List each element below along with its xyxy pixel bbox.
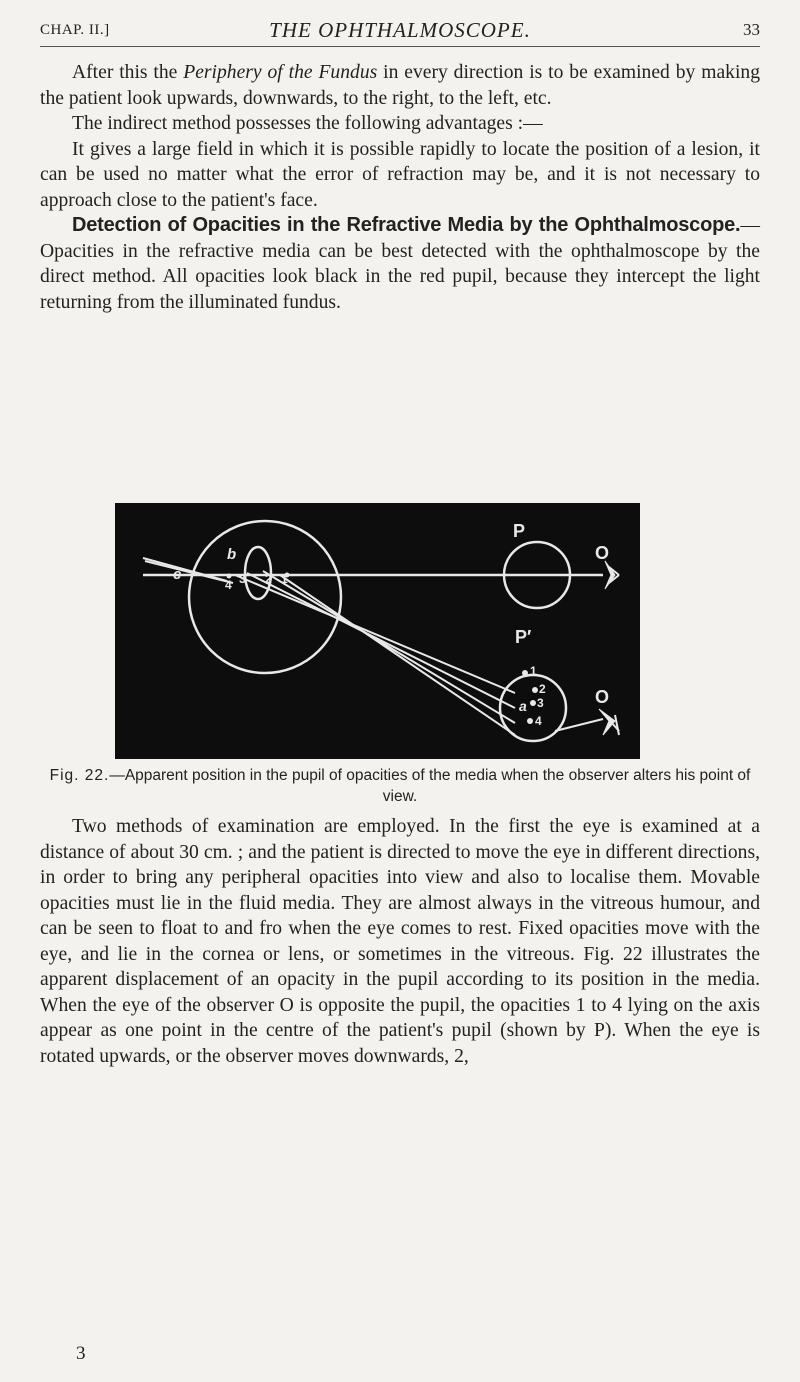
text-block-top xyxy=(40,60,760,315)
figure-caption xyxy=(40,765,760,807)
opacity-dot-1 xyxy=(522,670,528,676)
running-header xyxy=(40,14,760,44)
paragraph-text: After this the xyxy=(72,62,184,83)
label-O-top: O xyxy=(595,543,610,563)
label-a: a xyxy=(519,698,527,714)
paragraph-periphery xyxy=(40,60,760,111)
label-dot-4: 4 xyxy=(535,714,542,728)
label-c: c xyxy=(173,566,182,583)
observer-eye-bottom xyxy=(599,709,619,735)
oblique-rays xyxy=(145,561,515,735)
label-3: 3 xyxy=(239,572,246,586)
label-P-prime: P′ xyxy=(515,627,532,647)
paragraph-advantages: The indirect method possesses the following advantages :— xyxy=(72,113,543,134)
observer-eye-top xyxy=(605,561,619,589)
paragraph-large-field: It gives a large field in which it is possible rapidly to locate the position of a lesion, it can be used no matter what the error of refraction may be, and it is not necessary to approach close to the patient's face. xyxy=(40,138,760,211)
paragraph-methods: Two methods of examination are employed. In the first the eye is examined at a distance of about 30 cm. ; and the patient is directed to move the eye in different directions, in order to bring any peripheral opacities into view and also to localise them. Movable opacities must lie in the fluid media. They are almost always in the vitreous humour, and can be seen to float to and fro when the eye comes to rest. Fixed opacities move with the eye, and lie in the cornea or lens, or sometimes in the vitreous. Fig. 22 illustrates the apparent displacement of an opacity in the pupil according to its position in the media. When the eye of the observer O is opposite the pupil, the opacities 1 to 4 lying on the axis appear as one point in the centre of the patient's pupil (shown by P). When the eye is rotated upwards, or the observer moves downwards, 2, xyxy=(40,816,760,1067)
opacity-dot-2 xyxy=(532,687,538,693)
emphasis-text: Periphery of the Fundus xyxy=(183,62,378,83)
eyeball-outline xyxy=(189,521,341,673)
header-rule xyxy=(40,46,760,47)
opacity-dot-3 xyxy=(530,700,536,706)
caption-label: Fig. 22. xyxy=(49,767,110,784)
label-1: 1 xyxy=(281,572,288,586)
paragraph-text: in every direction is to be examined by making the patient look upwards, downwards, to the right, to the left, etc. xyxy=(40,62,760,109)
cornea-line xyxy=(143,558,227,581)
label-4: 4 xyxy=(225,578,232,592)
eye-diagram xyxy=(115,503,640,759)
caption-text: —Apparent position in the pupil of opacities of the media when the observer alters his point of view. xyxy=(109,767,751,805)
chapter-label: CHAP. II.] xyxy=(40,22,110,38)
label-dot-3: 3 xyxy=(537,696,544,710)
text-block-bottom xyxy=(40,814,760,1069)
signature-mark: 3 xyxy=(76,1343,86,1364)
label-dot-2: 2 xyxy=(539,682,546,696)
label-P: P xyxy=(513,521,526,541)
opacity-dot-4 xyxy=(527,718,533,724)
label-2: 2 xyxy=(265,572,272,586)
page-number: 33 xyxy=(743,20,760,39)
label-O-bottom: O xyxy=(595,687,610,707)
paragraph-text: —Opacities in the refractive media can be best detected with the ophthalmoscope by the direct method. All opacities look black in the red pupil, because they intercept the light returning from the illuminated fundus. xyxy=(40,215,760,313)
label-dot-1: 1 xyxy=(530,664,537,678)
figure-22-diagram xyxy=(115,503,640,759)
paragraph-detection xyxy=(40,213,760,315)
label-b: b xyxy=(227,546,237,563)
running-title: THE OPHTHALMOSCOPE. xyxy=(269,18,531,42)
section-heading: Detection of Opacities in the Refractive Media by the Ophthalmoscope. xyxy=(72,214,741,236)
